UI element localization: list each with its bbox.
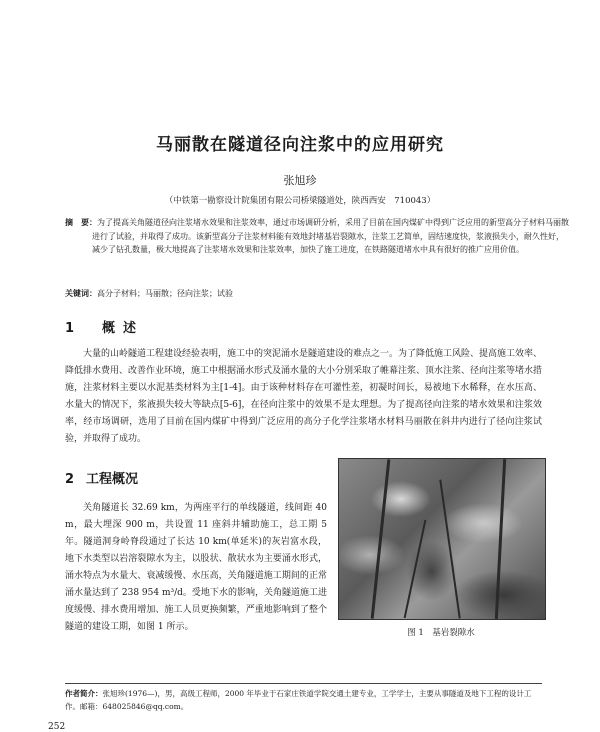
section-title: 工程概况 xyxy=(86,472,139,487)
keywords xyxy=(65,288,233,299)
section-heading-2 xyxy=(65,468,138,487)
author-affiliation: （中铁第一勘察设计院集团有限公司桥梁隧道处，陕西西安 710043） xyxy=(164,196,436,206)
section-1-paragraph: 大量的山岭隧道工程建设经验表明，施工中的突泥涌水是隧道建设的难点之一。为了降低施工风险、提高施工效率、降低排水费用、改善作业环境，施工中根据涌水形式及涌水量的大小分别采取了帷幕注浆、顶水注浆、径向注浆等堵水措施，注浆材料主要以水泥基类材料为主[1-4]。由于该种材料存在可灌性差，初凝时间长，易被地下水稀释，在水压高、水量大的情况下，浆液损失较大等缺点[5-6]，在径向注浆中的效果不是太理想。为了提高径向注浆的堵水效果和注浆效率，经市场调研，选用了目前在国内煤矿中得到广泛应用的高分子化学注浆堵水材料马丽散在斜井内进行了径向注浆试验，并取得了成功。 xyxy=(65,349,543,444)
keywords-label: 关键词： xyxy=(65,289,97,298)
paper-title: 马丽散在隧道径向注浆中的应用研究 xyxy=(156,135,444,155)
section-heading-1 xyxy=(65,317,144,336)
author-name: 张旭珍 xyxy=(283,174,317,187)
footnote-text: 张旭珍(1976—)，男，高级工程师，2000 年毕业于石家庄铁道学院交通土建专业，工学学士，主要从事隧道及地下工程的设计工作。邮箱：648025846@qq.com。 xyxy=(65,689,532,711)
section-number: 2 xyxy=(65,472,75,487)
abstract-label: 摘 要： xyxy=(65,218,97,227)
section-title: 概述 xyxy=(102,321,145,336)
page-number: 252 xyxy=(48,722,66,732)
figure-image-rock-fissure-water xyxy=(338,458,546,620)
section-2-paragraph: 关角隧道长 32.69 km，为两座平行的单线隧道，线间距 40 m，最大埋深 900 m，共设置 11 座斜井辅助施工，总工期 5 年。隧道洞身岭脊段通过了长达 10 km(单延米)的灰岩富水段，地下水类型以岩溶裂隙水为主，以股状、散状水为主要涌水形式，涌水特点为水量大、衰减缓慢、水压高，关角隧道施工期间的正常涌水量达到了 238 954 m³/d。受地下水的影响，关角隧道施工进度缓慢、排水费用增加、施工人员更换频繁，严重地影响到了整个隧道的建设工期，如图 1 所示。 xyxy=(65,503,327,632)
footnote-divider xyxy=(65,683,542,684)
footnote-label: 作者简介： xyxy=(65,689,103,698)
section-number: 1 xyxy=(65,321,75,336)
keywords-text: 高分子材料；马丽散；径向注浆；试验 xyxy=(97,289,233,298)
author-footnote xyxy=(65,688,542,713)
abstract xyxy=(65,216,569,257)
abstract-text: 为了提高关角隧道径向注浆堵水效果和注浆效率，通过市场调研分析，采用了目前在国内煤矿中得到广泛应用的新型高分子材料马丽散进行了试验，并取得了成功。该新型高分子注浆材料能有效地封堵基岩裂隙水，注浆工艺简单，固结速度快，浆液损失小，耐久性好，减少了钻孔数量，极大地提高了注浆堵水效果和注浆效率，加快了施工进度，在铁路隧道堵水中具有很好的推广应用价值。 xyxy=(92,218,569,255)
figure-caption: 图 1 基岩裂隙水 xyxy=(407,628,475,638)
